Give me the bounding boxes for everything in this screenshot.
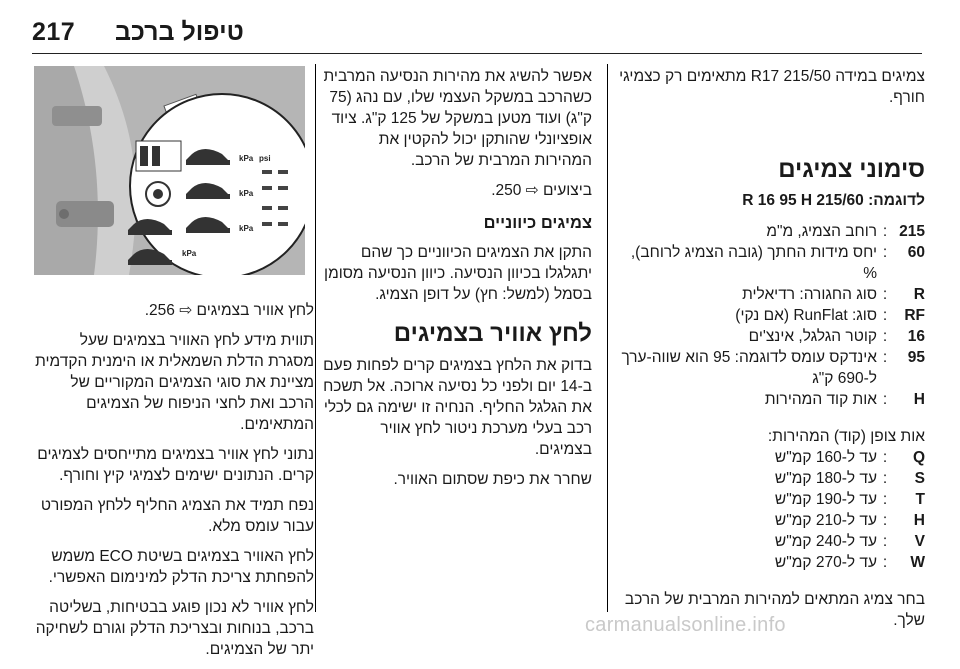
code-description: עד ל-270 קמ"ש (774, 554, 877, 571)
separator: : (882, 286, 888, 303)
code-description: יחס מידות החתך (גובה הצמיג לרוחב), % (630, 244, 877, 282)
kpa-label: kPa (239, 154, 254, 163)
closing-text: בחר צמיג המתאים למהירות המרבית של הרכב שלך. (624, 591, 925, 629)
tire-code-row (615, 389, 925, 410)
tire-pressure-label-photo (34, 66, 305, 275)
code-description: עד ל-210 קמ"ש (774, 512, 877, 529)
spare-wheel-info: נפח תמיד את הצמיג החליף ללחץ המפורט עבור עומס מלא. (40, 497, 314, 535)
column-divider (607, 64, 608, 612)
column-divider (315, 64, 316, 612)
page-header (0, 0, 960, 64)
separator: : (882, 307, 888, 324)
tire-code-row (615, 242, 925, 284)
cold-tires-info: נתוני לחץ אוויר בצמיגים מתייחסים לצמיגים קרים. הנתונים ישימים לצמיגי קיץ וחורף. (37, 446, 314, 484)
performance-reference: ביצועים ⇨ 250. (491, 182, 592, 199)
speed-code-table (615, 447, 925, 573)
code-value: T (915, 491, 925, 508)
speed-code-row (615, 552, 925, 573)
code-description: עד ל-180 קמ"ש (774, 470, 877, 487)
code-value: W (910, 554, 925, 571)
code-description: עד ל-160 קמ"ש (774, 449, 877, 466)
separator: : (882, 328, 888, 345)
page-number: 217 (32, 18, 76, 46)
tire-code-row (615, 221, 925, 242)
directional-tires-text: התקן את הצמיגים הכיווניים כך שהם יתגלגלו בכיוון הנסיעה. כיוון הנסיעה מסומן בסמל (למשל: חץ) על דופן הצמיג. (324, 244, 592, 303)
code-description: סוג החגורה: רדיאלית (742, 286, 877, 303)
separator: : (882, 449, 888, 466)
code-value: RF (904, 307, 925, 324)
separator: : (882, 491, 888, 508)
right-column (615, 66, 925, 640)
size-example: לדוגמה: 215/60 R 16 95 H (742, 192, 925, 209)
code-value: R (913, 286, 925, 303)
code-description: עד ל-190 קמ"ש (774, 491, 877, 508)
separator: : (882, 470, 888, 487)
pressure-check-text: בדוק את הלחץ בצמיגים קרים לפחות פעם ב-14 יום ולפני כל נסיעה ארוכה. אל תשכח את הגלגל החליף. הנחיה זו ישימה גם לכלי רכב בעלי מערכת ניטור לחץ אוויר בצמיגים. (323, 357, 592, 458)
code-description: אות קוד המהירות (764, 391, 877, 408)
eco-pressure-info: לחץ האוויר בצמיגים בשיטת ECO משמש להפחתת צריכת הדלק למינימום האפשרי. (48, 548, 314, 586)
tire-code-row (615, 326, 925, 347)
code-description: קוטר הגלגל, אינצ'ים (748, 328, 877, 345)
code-value: S (914, 470, 925, 487)
speed-code-row (615, 531, 925, 552)
speed-code-row (615, 510, 925, 531)
intro-text: צמיגים במידה 215/50 R17 מתאימים רק כצמיגי חורף. (619, 68, 925, 106)
tire-code-row (615, 347, 925, 389)
pressure-reference: לחץ אוויר בצמיגים ⇨ 256. (144, 302, 314, 319)
code-value: H (913, 512, 925, 529)
directional-tires-heading: צמיגים כיווניים (483, 214, 592, 232)
code-description: רוחב הצמיג, מ"מ (766, 223, 877, 240)
header-divider (32, 53, 922, 54)
code-description: אינדקס עומס לדוגמה: 95 הוא שווה-ערך ל-690 ק"ג (621, 349, 877, 387)
code-value: 16 (907, 328, 925, 345)
kpa-label: kPa (239, 224, 254, 233)
code-description: עד ל-240 קמ"ש (774, 533, 877, 550)
separator: : (882, 349, 888, 366)
pressure-label-info: תווית מידע לחץ האוויר בצמיגים שעל מסגרת הדלת השמאלית או הימנית הקדמית מציינת את סוגי הצמיגים המקוריים של הרכב ואת לחצי הניפוח של הצמיגים המתאימים. (35, 332, 314, 433)
speed-code-row (615, 468, 925, 489)
middle-column (322, 66, 592, 499)
tire-code-row (615, 305, 925, 326)
section-title: טיפול ברכב (115, 18, 244, 46)
kpa-label: kPa (182, 249, 197, 258)
psi-label: psi (259, 154, 271, 163)
wrong-pressure-warning: לחץ אוויר לא נכון פוגע בבטיחות, בשליטה ברכב, בנוחות ובצריכת הדלק וגורם לשחיקה יתר של הצמיגים. (35, 599, 314, 658)
code-value: H (913, 391, 925, 408)
kpa-label: kPa (239, 189, 254, 198)
valve-cap-text: שחרר את כיפת שסתום האוויר. (393, 471, 592, 488)
code-value: V (914, 533, 925, 550)
separator: : (882, 512, 888, 529)
separator: : (882, 391, 888, 408)
tire-code-row (615, 284, 925, 305)
tire-pressure-heading: לחץ אוויר בצמיגים (393, 320, 592, 347)
max-speed-text: אפשר להשיג את מהירות הנסיעה המרבית כשהרכב במשקל העצמי שלו, עם נהג (75 ק"ג) ועוד מטען במשקל של 125 ק"ג. ציוד אופציונלי שהותקן יכול להקטין את המהירות המרבית של הרכב. (323, 68, 592, 169)
left-column (34, 300, 314, 669)
code-value: 215 (899, 223, 925, 240)
tire-markings-heading: סימוני צמיגים (778, 156, 925, 183)
tire-code-table (615, 221, 925, 410)
speed-code-row (615, 489, 925, 510)
speed-code-row (615, 447, 925, 468)
code-description: סוג: RunFlat (אם נקי) (735, 307, 877, 324)
separator: : (882, 533, 888, 550)
door-frame-illustration (34, 66, 305, 275)
watermark: carmanualsonline.info (585, 614, 786, 636)
code-value: 95 (907, 349, 925, 366)
code-value: Q (912, 449, 925, 466)
code-value: 60 (907, 244, 925, 261)
separator: : (882, 223, 888, 240)
separator: : (882, 244, 888, 261)
separator: : (882, 554, 888, 571)
speed-code-intro: אות צופן (קוד) המהירות: (767, 428, 925, 445)
